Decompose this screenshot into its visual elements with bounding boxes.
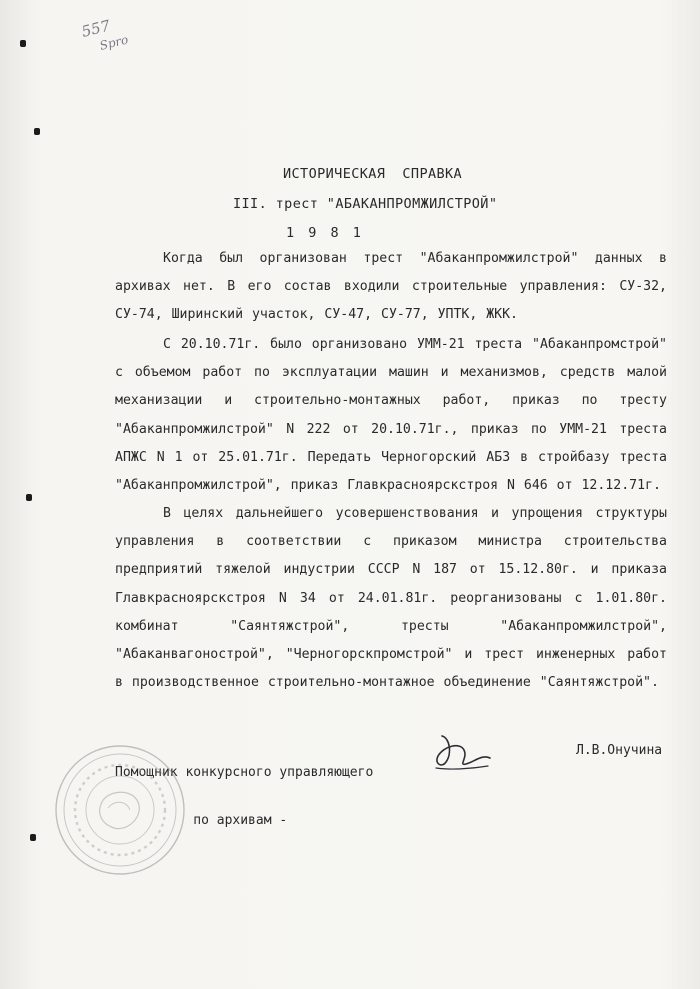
signatory-position-line1: Помощник конкурсного управляющего xyxy=(115,765,374,780)
signatory-position-line2: по архивам - xyxy=(115,813,288,828)
document-year: 1 9 8 1 xyxy=(286,225,364,241)
margin-note-number: 557 xyxy=(79,16,112,41)
round-seal-stamp xyxy=(52,742,188,878)
handwritten-signature xyxy=(430,728,500,773)
binder-hole xyxy=(26,494,32,501)
binder-hole xyxy=(20,40,26,47)
paragraph-1: Когда был организован трест "Абаканпромжилстрой" данных в архивах нет. В его состав входили строительные управления: СУ-32, СУ-74, Ширинский участок, СУ-47, СУ-77, УПТК, ЖКК. xyxy=(115,251,667,323)
paragraph-2: С 20.10.71г. было организовано УММ-21 треста "Абаканпромстрой" с объемом работ по эксплуатации машин и механизмов, средств малой механизации и строительно-монтажных работ, приказ по тресту "Абаканпромжилстрой" N 222 от 20.10.71г., приказ по УММ-21 треста АПЖС N 1 от 25.01.71г. Передать Черногорский АБЗ в стройбазу треста "Абаканпромжилстрой", приказ Главкрасноярскстроя N 646 от 12.12.71г. xyxy=(115,337,667,494)
signatory-name: Л.В.Онучина xyxy=(576,743,663,758)
binder-hole xyxy=(30,834,36,841)
document-subtitle: III. трест "АБАКАНПРОМЖИЛСТРОЙ" xyxy=(233,196,498,212)
handwritten-margin-note xyxy=(80,6,162,81)
paragraph-3: В целях дальнейшего усовершенствования и упрощения структуры управления в соответствии с приказом министра строительства предприятий тяжелой индустрии СССР N 187 от 15.12.80г. и приказа Главкрасноярскстроя N 34 от 24.01.81г. реорганизованы с 1.01.80г. комбинат "Саянтяжстрой", тресты "Абаканпромжилстрой", "Абаканвагонострой", "Черногорскпромстрой" и трест инженерных работ в производственное строительно-монтажное объединение "Саянтяжстрой". xyxy=(115,506,667,691)
document-title: ИСТОРИЧЕСКАЯ СПРАВКА xyxy=(283,166,463,182)
margin-note-text: Spro xyxy=(98,32,130,53)
binder-hole xyxy=(34,128,40,135)
